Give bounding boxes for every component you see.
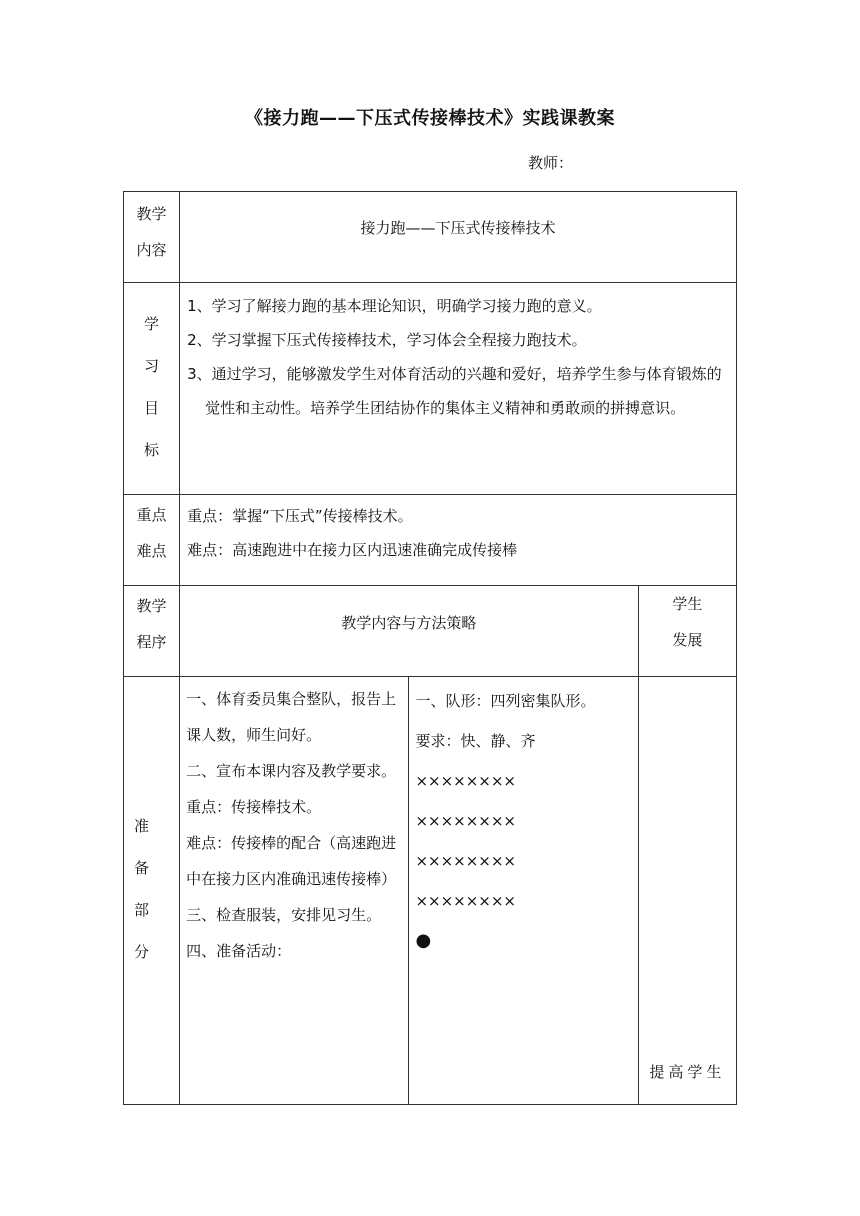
formation-requirement: 要求：快、静、齐: [415, 732, 536, 750]
difficulty-label: 难点: [136, 542, 167, 560]
prep-label-char: 分: [134, 943, 150, 961]
prep-left-item: 二、宣布本课内容及教学要求。: [186, 762, 397, 780]
prep-label-char: 准: [134, 817, 150, 835]
row-key-points: [124, 495, 737, 586]
goals-label-char: 习: [144, 357, 160, 375]
prep-label-cell: [124, 677, 180, 1105]
prep-dev-cell: [638, 677, 736, 1105]
content-value-cell: [180, 192, 737, 283]
goals-label-char: 学: [144, 315, 160, 333]
procedure-label: 程序: [136, 633, 167, 651]
procedure-label: 教学: [136, 597, 167, 615]
goals-cell: [180, 283, 737, 495]
prep-left-item: 一、体育委员集合整队，报告上课人数，师生问好。: [186, 690, 397, 744]
procedure-label-cell: [124, 586, 180, 677]
goals-label-char: 目: [144, 399, 160, 417]
formation-row: ××××××××: [415, 852, 516, 870]
dev-header: 发展: [672, 631, 703, 649]
formation-row: ××××××××: [415, 812, 516, 830]
method-header-cell: [180, 586, 639, 677]
content-label: 教学内容: [136, 205, 167, 259]
page-title: 《接力跑——下压式传接棒技术》实践课教案: [245, 108, 615, 129]
dev-header-cell: [638, 586, 736, 677]
prep-dev-text: 提高学生: [649, 1063, 726, 1081]
formation-label: 一、队形：四列密集队形。: [415, 692, 596, 710]
method-header: 教学内容与方法策略: [341, 614, 477, 632]
goals-label-char: 标: [144, 441, 160, 459]
row-procedure-header: [124, 586, 737, 677]
difficulty-point: 难点：高速跑进中在接力区内迅速准确完成传接棒: [187, 541, 518, 559]
prep-left-item: 难点：传接棒的配合（高速跑进中在接力区内准确迅速传接棒）: [186, 834, 397, 888]
key-cell: [180, 495, 737, 586]
prep-label-char: 部: [134, 901, 150, 919]
goal-item: 2、学习掌握下压式传接棒技术，学习体会全程接力跑技术。: [187, 331, 587, 349]
prep-right-cell: [409, 677, 638, 1105]
content-value: 接力跑——下压式传接棒技术: [360, 219, 556, 237]
formation-row: ××××××××: [415, 772, 516, 790]
key-point: 重点：掌握“下压式”传接棒技术。: [187, 507, 413, 525]
row-prep: [124, 677, 737, 1105]
teacher-label: 教师：: [528, 154, 574, 172]
prep-label-char: 备: [134, 859, 150, 877]
content-label-cell: [124, 192, 180, 283]
row-goals: [124, 283, 737, 495]
row-content: [124, 192, 737, 283]
lesson-plan-table: [123, 191, 737, 1105]
prep-left-item: 四、准备活动：: [186, 942, 292, 960]
prep-left-cell: [180, 677, 409, 1105]
key-label: 重点: [136, 506, 167, 524]
goals-label-cell: [124, 283, 180, 495]
prep-left-item: 三、检查服装，安排见习生。: [186, 906, 382, 924]
dev-header: 学生: [672, 595, 703, 613]
key-label-cell: [124, 495, 180, 586]
prep-left-item: 重点：传接棒技术。: [186, 798, 322, 816]
formation-row: ××××××××: [415, 892, 516, 910]
goal-item: 1、学习了解接力跑的基本理论知识，明确学习接力跑的意义。: [187, 297, 602, 315]
goal-item: 3、通过学习，能够激发学生对体育活动的兴趣和爱好，培养学生参与体育锻炼的觉性和主动性。培养学生团结协作的集体主义精神和勇敢顽的拼搏意识。: [187, 365, 722, 417]
teacher-dot-icon: ●: [415, 930, 432, 951]
